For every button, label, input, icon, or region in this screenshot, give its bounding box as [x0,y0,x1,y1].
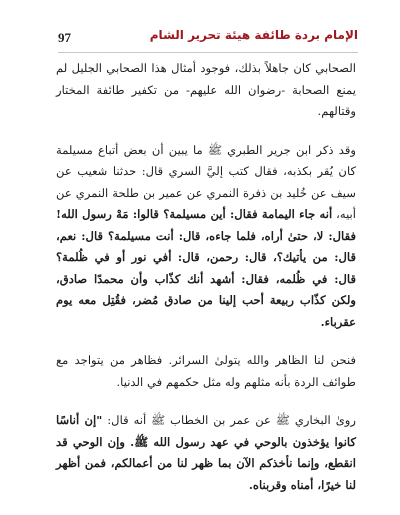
header-divider [58,52,358,53]
paragraph [56,350,356,393]
paragraph [56,58,356,123]
bold-quote: أنه جاء اليمامة فقال: أين مسيلمة؟ قالوا: مَهْ رسول الله! فقال: لا، حتىٰ أراه، فلما جاءه، قال: أنت مسيلمة؟ قال: نعم، قال: من يأتيك؟، قال: رحمن، قال: أفي نور أو في ظُلمة؟ قال: في ظُلمه، فقال: أشهد أنك كذّاب وأن محمدًا صادق، ولكن كذّاب ربيعة أحب إلينا من صادق مُضر، فقُتِل معه يوم عقرباء. [56,207,356,329]
page-number: 97 [58,30,71,45]
page-header [58,28,358,50]
paragraph-text: فنحن لنا الظاهر والله يتولىٰ السرائر. فظاهر من يتواجد مع طوائف الردة بأنه مثلهم وله مثل حكمهم في الدنيا. [56,353,356,389]
running-title: الإمام بردة طائفة هيئة تحرير الشام [149,28,358,42]
paragraph [56,140,356,334]
bold-quote: "إن أناسًا كانوا يؤخذون بالوحي في عهد رسول الله ﷺ. وإن الوحي قد انقطع، وإنما نأخذكم الآن بما ظهر لنا من أعمالكم، فمن أظهر لنا خيرًا، أمناه وقربناه. [56,413,356,492]
paragraph-text: وقد ذكر ابن جرير الطبري ﷺ ما يبين أن بعض أتباع مسيلمة كان يُقر بكذبه، فقال كتب إليَّ السري قال: حدثنا شعيب عن سيف عن خُليد بن ذفرة النمري عن عمير بن طلحة النمري عن أبيه، [56,142,357,221]
paragraph-text: الصحابي كان جاهلاً بذلك، فوجود أمثال هذا الصحابي الجليل لم يمنع الصحابة -رضوان الله عليهم- من تكفير طائفة المختار وقتالهم. [56,61,356,118]
paragraph [56,410,356,496]
paragraph-text: روىٰ البخاري ﷺ عن عمر بن الخطاب ﷺ أنه قال: [102,413,356,427]
body-text [56,58,356,513]
